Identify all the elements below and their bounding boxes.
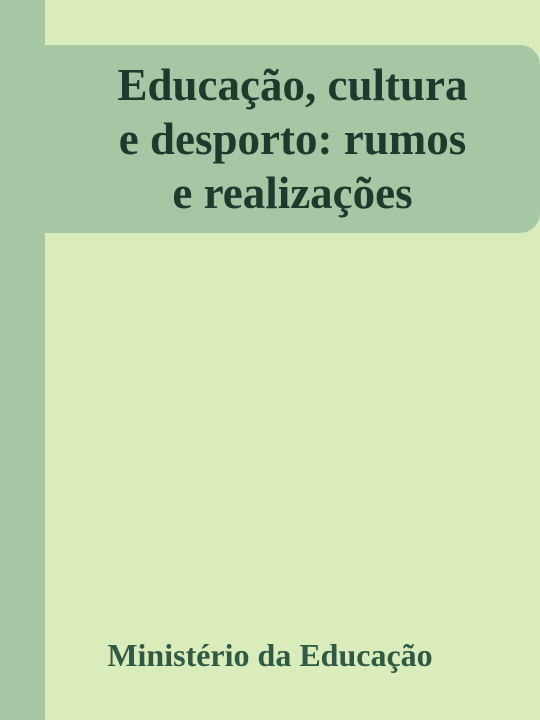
book-title-line-3: e realizações (172, 168, 413, 218)
cover-spine (0, 0, 45, 720)
title-panel (45, 45, 540, 233)
book-author: Ministério da Educação (107, 637, 433, 673)
book-title-line-2: e desporto: rumos (118, 114, 467, 164)
book-title-line-1: Educação, cultura (117, 60, 468, 110)
book-title (58, 58, 528, 220)
